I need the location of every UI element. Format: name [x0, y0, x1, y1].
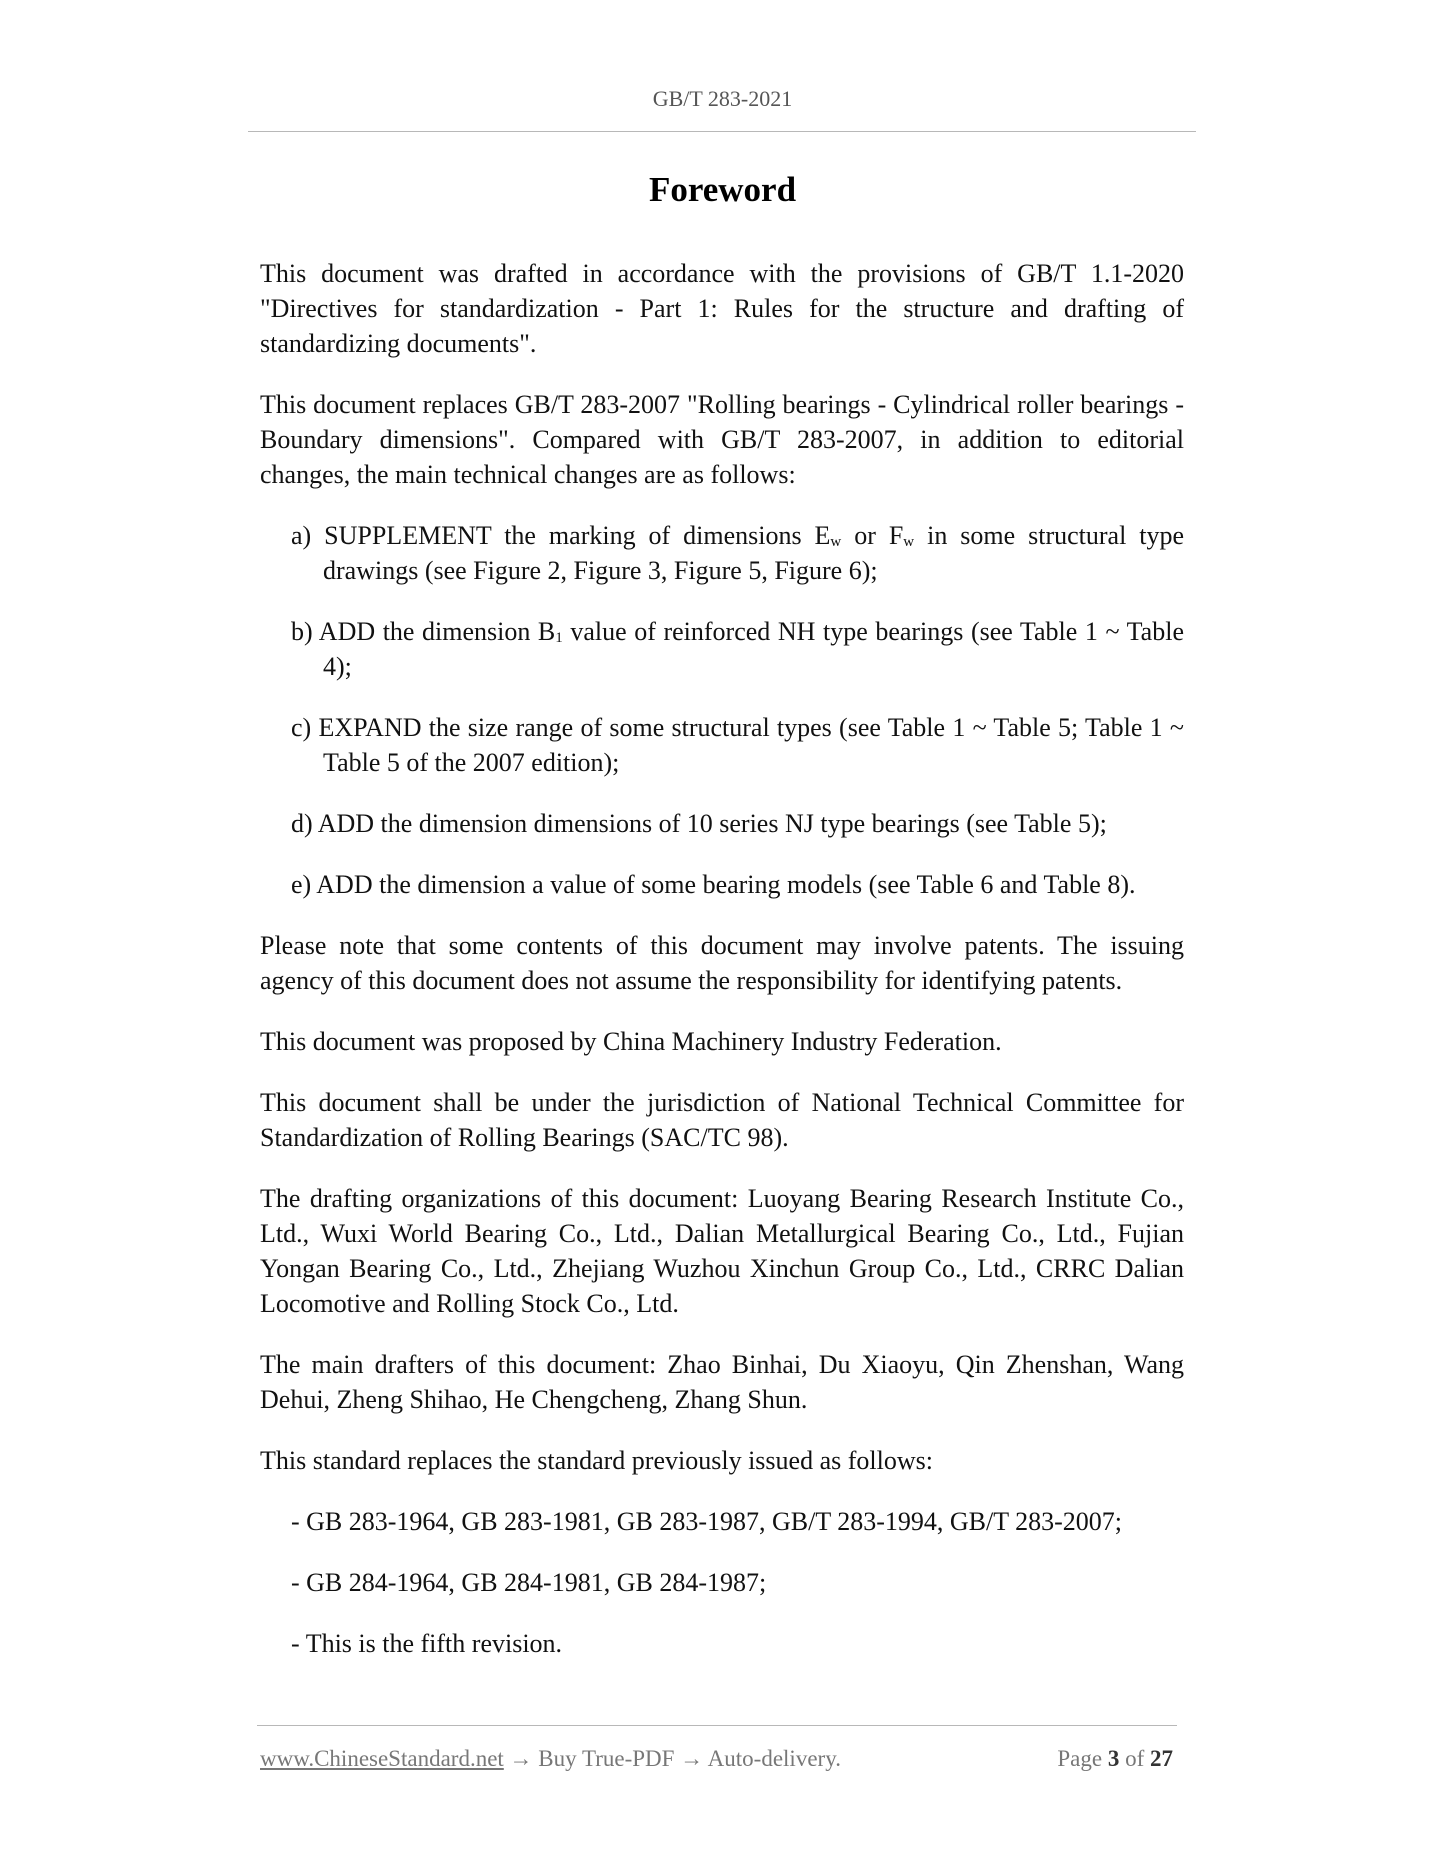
of-word: of — [1125, 1746, 1145, 1771]
paragraph-replaces: This document replaces GB/T 283-2007 "Rolling bearings - Cylindrical roller bearings - Boundary dimensions". Compared with GB/T 283-2007, in addition to editorial changes, the main technical changes are as follows: — [260, 390, 1184, 489]
document-body — [260, 256, 1184, 1687]
paragraph-proposed: This document was proposed by China Machinery Industry Federation. — [260, 1027, 1002, 1056]
change-item-d: d) ADD the dimension dimensions of 10 series NJ type bearings (see Table 5); — [291, 809, 1107, 838]
page-title: Foreword — [648, 170, 797, 209]
change-item-b: b) ADD the dimension $B_1$ value of reinforced NH type bearings (see Table 1 ~ Table 4); — [291, 617, 1184, 681]
running-header: GB/T 283-2021 — [652, 86, 793, 111]
arrow-right-icon: → — [509, 1746, 533, 1771]
history-item: - GB 283-1964, GB 283-1981, GB 283-1987, GB/T 283-1994, GB/T 283-2007; — [291, 1507, 1123, 1536]
history-item: - GB 284-1964, GB 284-1981, GB 284-1987; — [291, 1568, 767, 1597]
footer-delivery-text: Auto-delivery. — [707, 1746, 841, 1771]
arrow-right-icon: → — [680, 1746, 704, 1771]
change-item-e: e) ADD the dimension a value of some bearing models (see Table 6 and Table 8). — [291, 870, 1136, 899]
page-total: 27 — [1150, 1746, 1173, 1771]
page-number: 3 — [1107, 1746, 1120, 1771]
paragraph-drafting-basis: This document was drafted in accordance with the provisions of GB/T 1.1-2020 "Directives for standardization - Part 1: Rules for the structure and drafting of standardizing documents". — [260, 259, 1184, 358]
page-word: Page — [1057, 1746, 1103, 1771]
paragraph-jurisdiction: This document shall be under the jurisdiction of National Technical Committee for Standardization of Rolling Bearings (SAC/TC 98). — [260, 1088, 1184, 1152]
footer-promo — [260, 1746, 841, 1772]
footer-buy-text: Buy True-PDF — [538, 1746, 675, 1771]
paragraph-previous-editions: This standard replaces the standard previously issued as follows: — [260, 1446, 933, 1475]
header-divider — [248, 131, 1196, 132]
history-item: - This is the fifth revision. — [291, 1629, 563, 1658]
paragraph-patents: Please note that some contents of this document may involve patents. The issuing agency of this document does not assume the responsibility for identifying patents. — [260, 931, 1184, 995]
footer-divider — [257, 1725, 1177, 1726]
paragraph-drafters: The main drafters of this document: Zhao Binhai, Du Xiaoyu, Qin Zhenshan, Wang Dehui, Zheng Shihao, He Chengcheng, Zhang Shun. — [260, 1350, 1184, 1414]
change-item-c: c) EXPAND the size range of some structural types (see Table 1 ~ Table 5; Table 1 ~ Table 5 of the 2007 edition); — [291, 713, 1184, 777]
paragraph-organizations: The drafting organizations of this document: Luoyang Bearing Research Institute Co., Ltd., Wuxi World Bearing Co., Ltd., Dalian Metallurgical Bearing Co., Ltd., Fujian Yongan Bearing Co., Ltd., Zhejiang Wuzhou Xinchun Group Co., Ltd., CRRC Dalian Locomotive and Rolling Stock Co., Ltd. — [260, 1184, 1184, 1318]
page-indicator — [1057, 1746, 1173, 1772]
change-item-a: a) SUPPLEMENT the marking of dimensions $E_w$ or $F_w$ in some structural type drawings (see Figure 2, Figure 3, Figure 5, Figure 6); — [291, 521, 1185, 585]
site-link[interactable]: www.ChineseStandard.net — [260, 1746, 504, 1771]
